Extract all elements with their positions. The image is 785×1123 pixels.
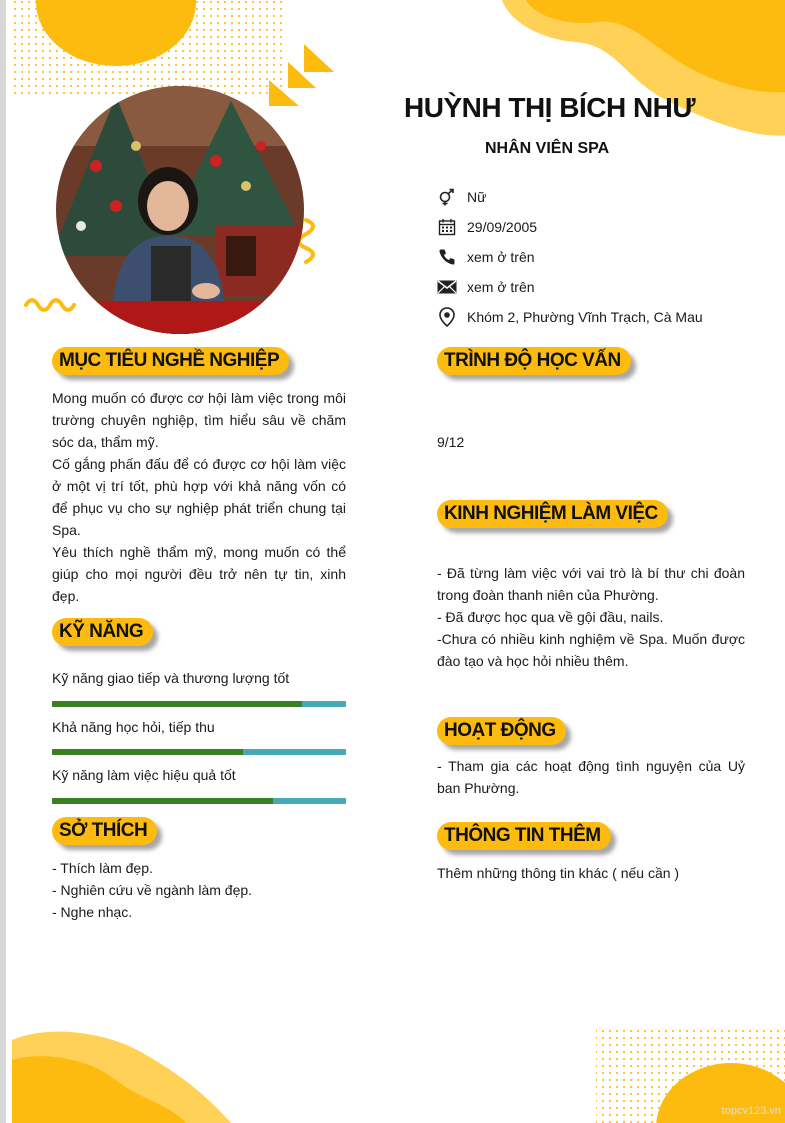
experience-heading: KINH NGHIỆM LÀM VIỆC xyxy=(437,500,668,528)
birthday-text: 29/09/2005 xyxy=(467,219,538,235)
skill-progress-fill xyxy=(52,749,243,755)
gender-text: Nữ xyxy=(467,189,487,205)
activities-body: - Tham gia các hoạt động tình nguyện của Uỷ ban Phường. xyxy=(437,758,745,796)
phone-text[interactable]: xem ở trên xyxy=(467,249,535,265)
location-pin-icon xyxy=(436,307,458,327)
watermark: topcv123.vn xyxy=(721,1105,781,1117)
education-value: 9/12 xyxy=(437,434,465,450)
skill-label: Kỹ năng làm việc hiệu quả tốt xyxy=(52,767,236,783)
skill-progress-bar xyxy=(52,749,346,755)
contact-birthday xyxy=(436,212,766,242)
calendar-icon xyxy=(436,217,458,237)
objective-paragraph: Mong muốn có được cơ hội làm việc trong môi trường chuyên nghiệp, tìm hiểu sâu về chăm sóc da, thẩm mỹ. xyxy=(52,390,346,450)
hobbies-heading: SỞ THÍCH xyxy=(52,817,157,845)
address-text: Khóm 2, Phường Vĩnh Trạch, Cà Mau xyxy=(467,309,703,325)
education-heading: TRÌNH ĐỘ HỌC VẤN xyxy=(437,347,631,375)
skill-progress-fill xyxy=(52,798,273,804)
contact-gender xyxy=(436,182,766,212)
experience-line: - Đã từng làm việc với vai trò là bí thư chi đoàn trong đoàn thanh niên của Phường. xyxy=(437,565,745,603)
hobby-item: - Thích làm đẹp. xyxy=(52,860,153,876)
experience-line: - Đã được học qua về gội đầu, nails. xyxy=(437,609,664,625)
skill-label: Kỹ năng giao tiếp và thương lượng tốt xyxy=(52,670,290,686)
candidate-name: HUỲNH THỊ BÍCH NHƯ xyxy=(404,92,696,123)
phone-icon xyxy=(436,247,458,267)
contact-address xyxy=(436,302,766,332)
extra-info-body: Thêm những thông tin khác ( nếu cần ) xyxy=(437,865,680,881)
hobbies-list xyxy=(52,857,346,923)
activities-heading: HOẠT ĐỘNG xyxy=(437,717,566,745)
experience-line: -Chưa có nhiều kinh nghiệm về Spa. Muốn được đào tạo và học hỏi nhiều thêm. xyxy=(437,631,745,669)
email-text[interactable]: xem ở trên xyxy=(467,279,535,295)
experience-body xyxy=(437,562,745,672)
skill-progress-bar xyxy=(52,798,346,804)
profile-photo xyxy=(56,86,304,334)
skills-heading: KỸ NĂNG xyxy=(52,618,153,646)
objective-paragraph: Yêu thích nghề thẩm mỹ, mong muốn có thể giúp cho mọi người đều trở nên tự tin, xinh đẹp. xyxy=(52,544,346,604)
skill-label: Khả năng học hỏi, tiếp thu xyxy=(52,719,215,735)
objective-body xyxy=(52,387,346,607)
job-title: NHÂN VIÊN SPA xyxy=(485,140,610,157)
contact-email xyxy=(436,272,766,302)
objective-paragraph: Cố gắng phấn đấu để có được cơ hội làm việc ở một vị trí tốt, phù hợp với khả năng vốn có để phục vụ cho sự nghiệp phát triển chung tại Spa. xyxy=(52,456,346,538)
email-icon xyxy=(436,277,458,297)
hobby-item: - Nghiên cứu về ngành làm đẹp. xyxy=(52,882,253,898)
skill-progress-fill xyxy=(52,701,302,707)
contact-info xyxy=(436,182,766,332)
skill-progress-bar xyxy=(52,701,346,707)
hobby-item: - Nghe nhạc. xyxy=(52,904,133,920)
extra-info-heading: THÔNG TIN THÊM xyxy=(437,822,611,850)
contact-phone xyxy=(436,242,766,272)
objective-heading: MỤC TIÊU NGHỀ NGHIỆP xyxy=(52,347,289,375)
gender-icon xyxy=(436,187,458,207)
